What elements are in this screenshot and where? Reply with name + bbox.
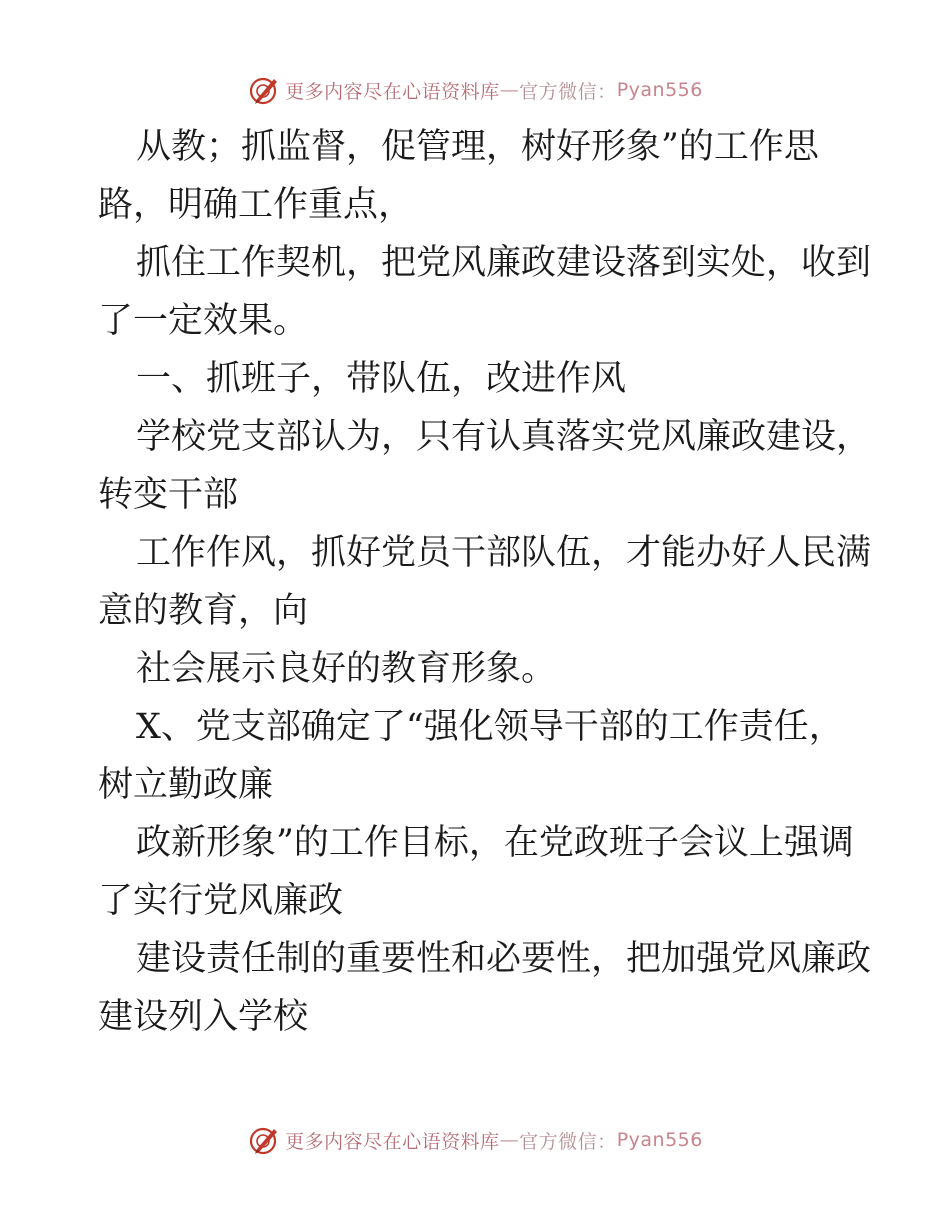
text-line: 了一定效果。 (98, 301, 309, 341)
text-line: 树立勤政廉 (98, 765, 274, 805)
header-wechat-label: 官方微信： (519, 80, 617, 103)
text-line: 抓住工作契机，把党风廉政建设落到实处，收到 (136, 243, 872, 283)
header-separator: — (499, 79, 520, 101)
header-banner (0, 70, 950, 110)
text-line: 学校党支部认为，只有认真落实党风廉政建设， (136, 417, 872, 457)
footer-wechat-label: 官方微信： (519, 1130, 617, 1153)
text-line: 转变干部 (98, 475, 239, 515)
body-text (98, 118, 872, 1046)
footer-separator: — (499, 1129, 520, 1151)
footer-banner (0, 1120, 950, 1160)
text-line: 了实行党风廉政 (98, 881, 344, 921)
section-heading: 一、抓班子，带队伍，改进作风 (136, 359, 627, 399)
header-banner-text: 更多内容尽在心语资料库 (285, 80, 500, 103)
pen-logo-icon (247, 1123, 281, 1157)
text-line: 意的教育，向 (98, 591, 309, 631)
text-line: X、党支部确定了“强化领导干部的工作责任， (136, 707, 844, 747)
text-line: 政新形象”的工作目标，在党政班子会议上强调 (136, 823, 854, 863)
text-line: 工作作风，抓好党员干部队伍，才能办好人民满 (136, 533, 872, 573)
text-line: 从教；抓监督，促管理，树好形象”的工作思 (136, 127, 819, 167)
pen-logo-icon (247, 73, 281, 107)
text-line: 社会展示良好的教育形象。 (136, 649, 557, 689)
footer-wechat-id: Pyan556 (616, 1129, 703, 1151)
text-line: 路，明确工作重点， (98, 185, 414, 225)
text-line: 建设责任制的重要性和必要性，把加强党风廉政 (136, 939, 872, 979)
text-line: 建设列入学校 (98, 997, 309, 1037)
header-wechat-id: Pyan556 (616, 79, 703, 101)
footer-banner-text: 更多内容尽在心语资料库 (285, 1130, 500, 1153)
